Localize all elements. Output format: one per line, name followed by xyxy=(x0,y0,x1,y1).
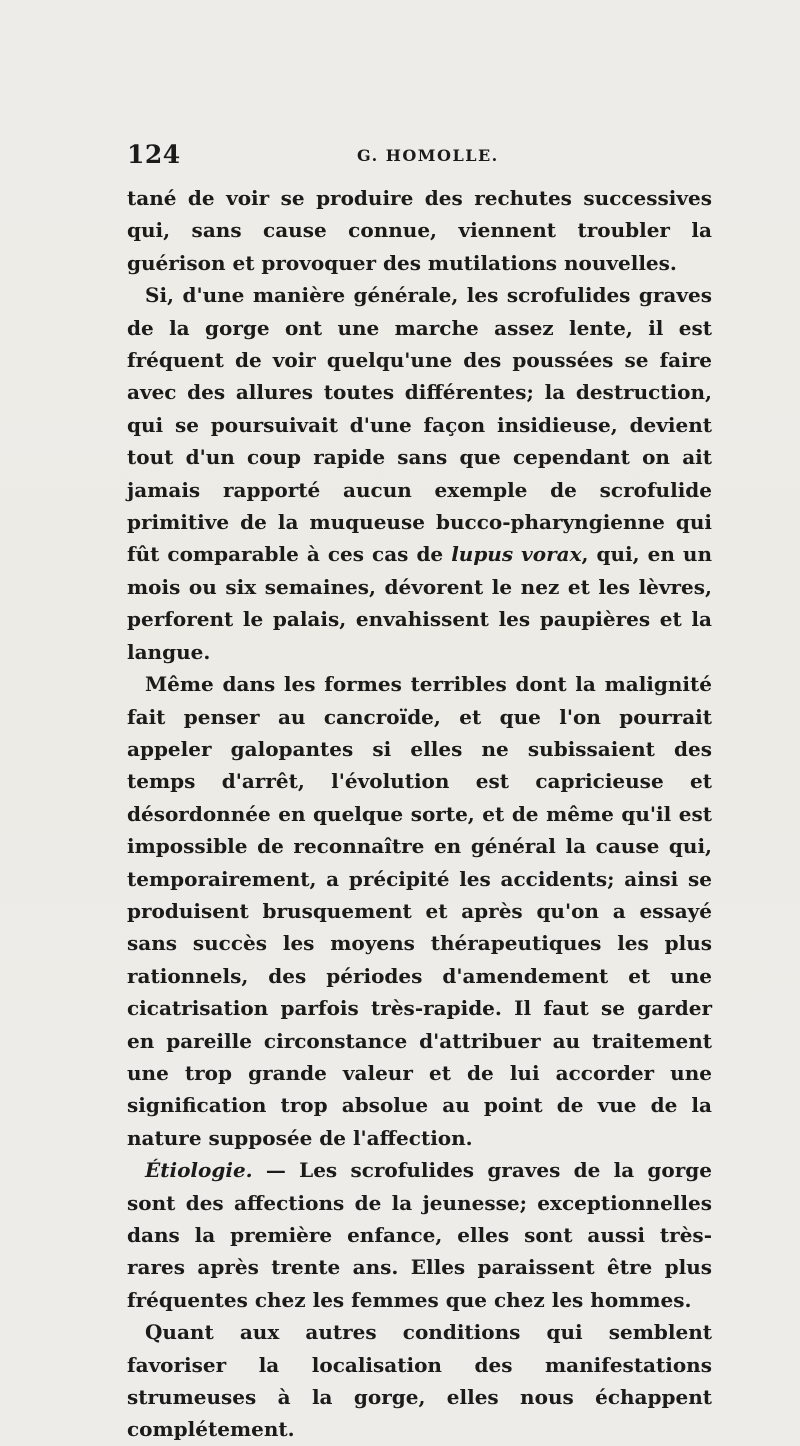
paragraph-5 xyxy=(127,1316,712,1446)
paragraph-4-text: — Les scrofulides graves de la gorge sont des affections de la jeunesse; exceptionnelles dans la première enfance, elles sont aussi très-rares après trente ans. Elles paraissent être plus fréquentes chez les femmes que chez les hommes. xyxy=(127,1158,712,1312)
paragraph-1 xyxy=(127,182,712,279)
paragraph-4 xyxy=(127,1154,712,1316)
etiologie-heading: Étiologie. xyxy=(145,1158,253,1183)
running-head: G. HOMOLLE. xyxy=(357,146,499,165)
paragraph-5-text: Quant aux autres conditions qui semblent favoriser la localisation des manifestations strumeuses à la gorge, elles nous échappent complétement. xyxy=(127,1320,712,1442)
paragraph-3 xyxy=(127,668,712,1154)
page-number: 124 xyxy=(127,140,181,169)
lupus-vorax-term: lupus vorax xyxy=(451,542,582,567)
paragraph-2-text-before: Si, d'une manière générale, les scrofulides graves de la gorge ont une marche assez lente, il est fréquent de voir quelqu'une des poussées se faire avec des allures toutes différentes; la destruction, qui se poursuivait d'une façon insidieuse, devient tout d'un coup rapide sans que cependant on ait jamais rapporté aucun exemple de scrofulide primitive de la muqueuse bucco-pharyngienne qui fût comparable à ces cas de xyxy=(127,283,712,567)
paragraph-1-text: tané de voir se produire des rechutes successives qui, sans cause connue, viennent troubler la guérison et provoquer des mutilations nouvelles. xyxy=(127,186,712,275)
paragraph-2-text-after: , qui, en un mois ou six semaines, dévorent le nez et les lèvres, perforent le palais, envahissent les paupières et la langue. xyxy=(127,542,712,664)
paragraph-2 xyxy=(127,279,712,668)
paragraph-3-text: Même dans les formes terribles dont la malignité fait penser au cancroïde, et que l'on pourrait appeler galopantes si elles ne subissaient des temps d'arrêt, l'évolution est capricieuse et désordonnée en quelque sorte, et de même qu'il est impossible de reconnaître en général la cause qui, temporairement, a précipité les accidents; ainsi se produisent brusquement et après qu'on a essayé sans succès les moyens thérapeutiques les plus rationnels, des périodes d'amendement et une cicatrisation parfois très-rapide. Il faut se garder en pareille circonstance d'attribuer au traitement une trop grande valeur et de lui accorder une signification trop absolue au point de vue de la nature supposée de l'affection. xyxy=(127,672,712,1150)
page-header xyxy=(127,140,712,174)
body-text xyxy=(127,182,712,1446)
